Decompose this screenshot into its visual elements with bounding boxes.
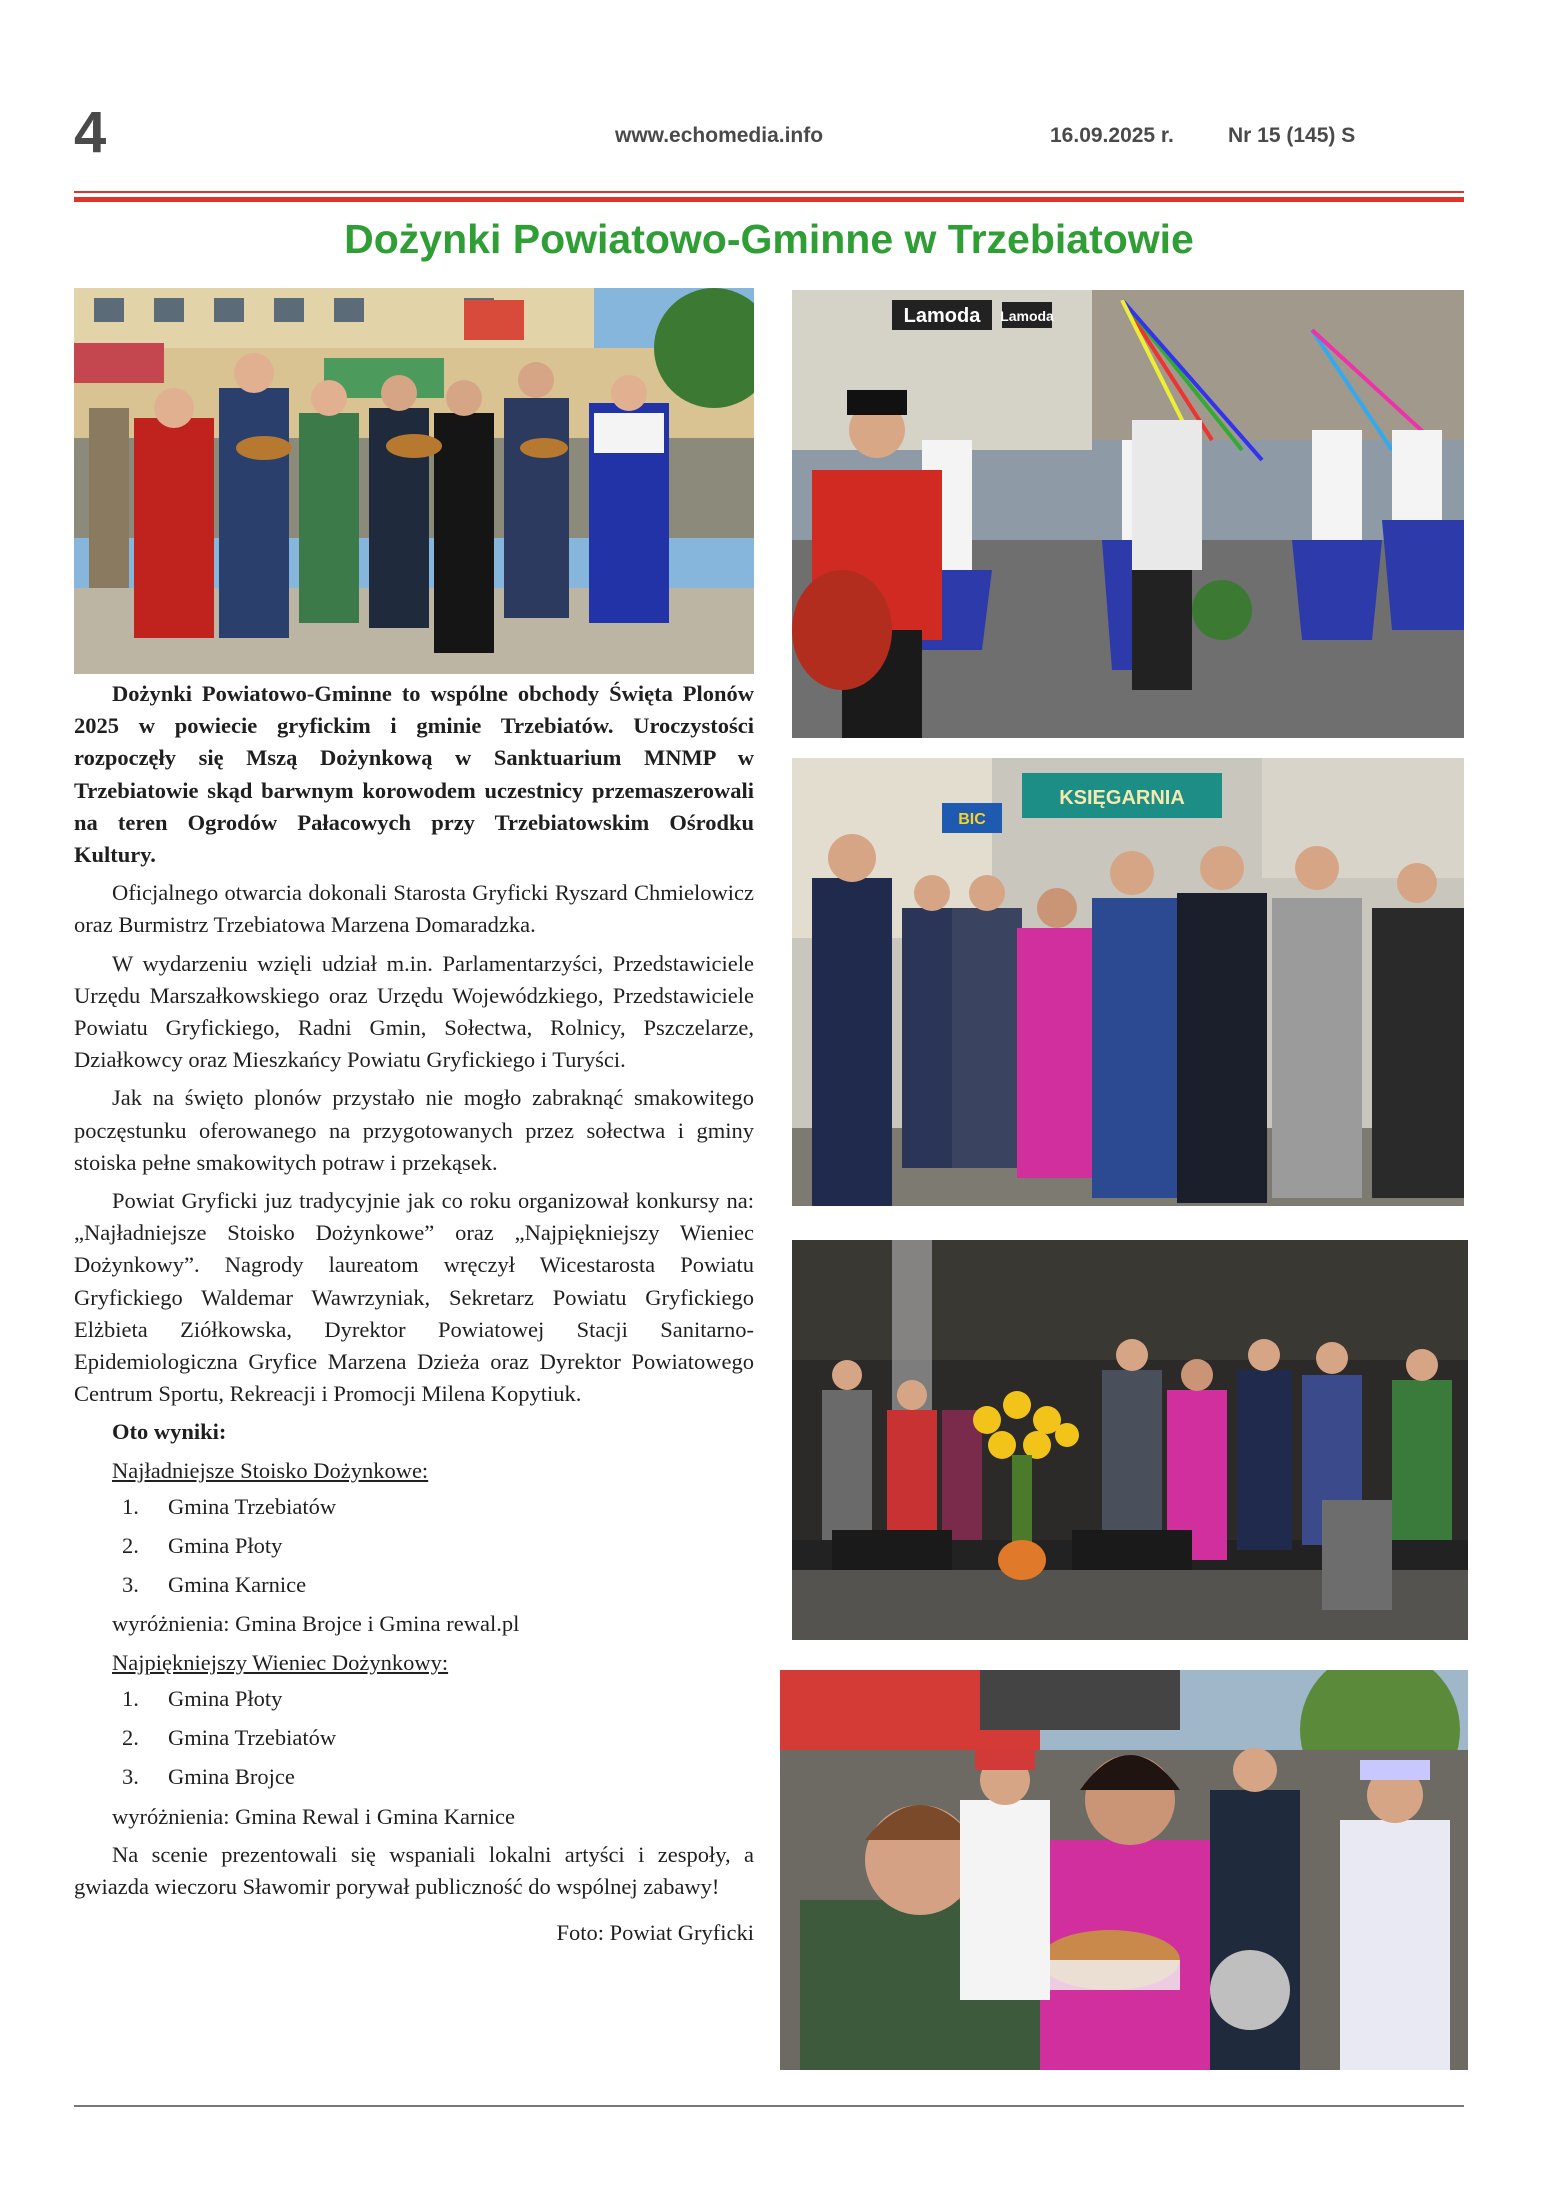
photo-parade-drummer xyxy=(792,290,1464,738)
header-rule-thick xyxy=(74,197,1464,202)
article-paragraph-contests: Powiat Gryficki juz tradycyjnie jak co roku organizował konkursy na: „Najładniejsze Stoisko Dożynkowe” oraz „Najpiękniejszy Wieniec Dożynkowy”. Nagrody laureatom wręczył Wicestarosta Powiatu Gryfickiego Waldemar Wawrzyniak, Sekretarz Powiatu Gryfickiego Elżbieta Ziółkowska, Dyrektor Powiatowej Stacji Sanitarno-Epidemiologiczna Gryfice Marzena Dzieża oraz Dyrektor Powiatowego Centrum Sportu, Rekreacji i Promocji Milena Kopytiuk. xyxy=(74,1188,754,1407)
photo-bread-welcome xyxy=(780,1670,1468,2070)
footer-rule xyxy=(74,2105,1464,2107)
photo-officials-marching xyxy=(792,758,1464,1206)
article-paragraph-closing: Na scenie prezentowali się wspaniali lokalni artyści i zespoły, a gwiazda wieczoru Sławomir porywał publiczność do wspólnej zabawy! xyxy=(74,1841,754,1899)
photo-stage-sunflowers xyxy=(792,1240,1468,1640)
list-item: 1. Gmina Trzebiatów xyxy=(122,1493,337,1519)
photo-officials-with-bread xyxy=(74,288,754,674)
list-item: 2. Gmina Płoty xyxy=(122,1533,283,1559)
article-headline: Dożynki Powiatowo-Gminne w Trzebiatowie xyxy=(344,216,1194,262)
results-list1 xyxy=(74,1491,754,1602)
article-body xyxy=(74,678,754,1949)
list-item: 1. Gmina Płoty xyxy=(122,1685,283,1711)
sign-ksiegarnia: KSIĘGARNIA xyxy=(1059,787,1185,809)
photo-credit: Foto: Powiat Gryficki xyxy=(556,1920,754,1946)
article-paragraph-attendees: W wydarzeniu wzięli udział m.in. Parlamentarzyści, Przedstawiciele Urzędu Marszałkowskiego oraz Urzędu Wojewódzkiego, Przedstawiciele Powiatu Gryfickiego, Radni Gmin, Sołectwa, Rolnicy, Pszczelarze, Działkowcy oraz Mieszkańcy Powiatu Gryfickiego i Turyści. xyxy=(74,950,754,1073)
article-lead: Dożynki Powiatowo-Gminne to wspólne obchody Święta Plonów 2025 w powiecie gryfickim i gminie Trzebiatów. Uroczystości rozpoczęły się Mszą Dożynkową w Sanktuarium MNMP w Trzebiatowie skąd barwnym korowodem uczestnicy przemaszerowali na teren Ogrodów Pałacowych przy Trzebiatowskim Ośrodku Kultury. xyxy=(74,681,754,868)
header-rule-thin xyxy=(74,191,1464,193)
article-paragraph-opening: Oficjalnego otwarcia dokonali Starosta Gryficki Ryszard Chmielowicz oraz Burmistrz Trzebiatowa Marzena Domaradzka. xyxy=(74,880,754,938)
page-number: 4 xyxy=(74,100,107,165)
results-list2 xyxy=(74,1683,754,1794)
list-item: 2. Gmina Trzebiatów xyxy=(122,1725,337,1751)
results-title: Oto wyniki: xyxy=(112,1419,227,1445)
results-list2-honors: wyróżnienia: Gmina Rewal i Gmina Karnice xyxy=(112,1803,515,1829)
issue-number: Nr 15 (145) S xyxy=(1228,124,1356,147)
results-list1-honors: wyróżnienia: Gmina Brojce i Gmina rewal.pl xyxy=(112,1611,520,1637)
results-list2-title: Najpiękniejszy Wieniec Dożynkowy: xyxy=(112,1649,449,1675)
list-item: 3. Gmina Brojce xyxy=(122,1764,295,1790)
list-item: 3. Gmina Karnice xyxy=(122,1572,307,1598)
website-url[interactable]: www.echomedia.info xyxy=(615,124,824,147)
article-paragraph-refreshments: Jak na święto plonów przystało nie mogło zabraknąć smakowitego poczęstunku oferowanego na przygotowanych przez sołectwa i gminy stoiska pełne smakowitych potraw i przekąsek. xyxy=(74,1085,754,1175)
sign-lamoda-2: Lamoda xyxy=(1000,308,1054,324)
sign-bic: BIC xyxy=(958,811,986,828)
results-list1-title: Najładniejsze Stoisko Dożynkowe: xyxy=(112,1457,429,1483)
issue-date: 16.09.2025 r. xyxy=(1050,124,1174,147)
sign-lamoda-1: Lamoda xyxy=(903,305,981,327)
